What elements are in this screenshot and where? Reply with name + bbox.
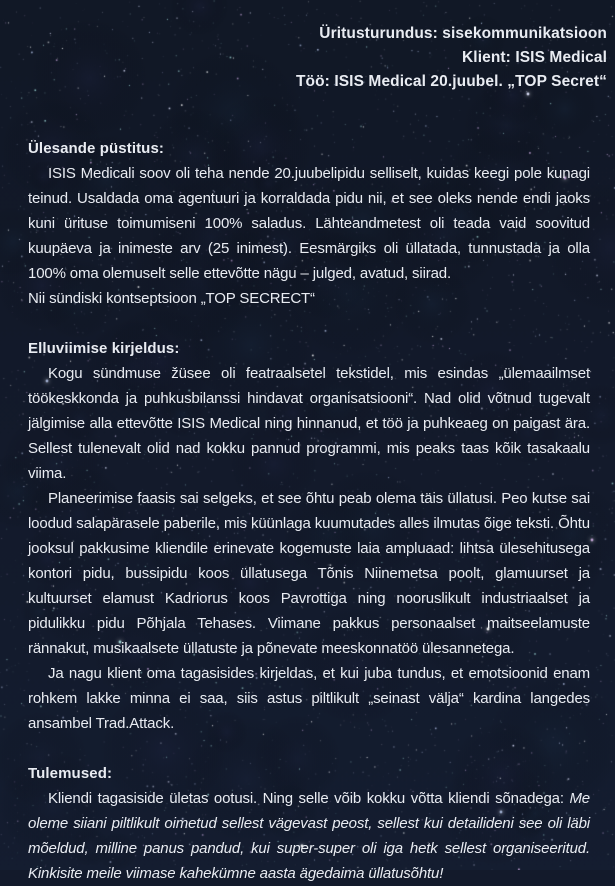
header-line-work-title: Töö: ISIS Medical 20.juubel. „TOP Secret“ [295, 73, 607, 90]
concept-line: Nii sündiski kontseptsioon „TOP SECRECT“ [28, 290, 315, 307]
execution-paragraph-3: Ja nagu klient oma tagasisides kirjeldas, et kui juba tundus, et emotsioonid enam rohkem lakke minna ei saa, siis astus piltlikult „seinast välja“ kardina langedes ansambel Trad.Attack. [28, 665, 590, 732]
results-intro-text: Kliendi tagasiside ületas ootusi. Ning selle võib kokku võtta kliendi sõnadega: [48, 790, 570, 807]
section-execution-title: Elluviimise kirjeldus: [28, 340, 180, 357]
header [28, 22, 607, 94]
section-task-title: Ülesande püstitus: [28, 140, 164, 157]
execution-paragraph-1: Kogu sündmuse žüsee oli featraalsetel tekstidel, mis esindas „ülemaailmset töökeskkonda ja puhkusbilanssi hindavat organisatsiooni“. Nad olid võtnud tugevalt jälgimise alla ettevõtte ISIS Medical ning hinnanud, et töö ja puhkeaeg on paigast ära. Sellest tulenevalt olid nad kokku pannud programmi, mis peaks taas kõik tasakaalu viima. [28, 365, 590, 482]
results-paragraph [28, 786, 590, 886]
section-execution [28, 336, 590, 736]
section-task [28, 136, 590, 311]
task-paragraph: ISIS Medicali soov oli teha nende 20.juubelipidu selliselt, kuidas keegi pole kunagi teinud. Usaldada oma agentuuri ja korraldada pidu nii, et see oleks nende endi jaoks kuni ürituse toimumiseni 100% saladus. Lähteandmetest oli teada vaid soovitud kuupäeva ja inimeste arv (25 inimest). Eesmärgiks oli üllatada, tunnustada ja olla 100% oma olemuselt selle ettevõtte nägu – julged, avatud, siirad. [28, 165, 590, 282]
header-line-campaign-type: Üritusturundus: sisekommunikatsioon [319, 25, 607, 42]
section-results-title: Tulemused: [28, 765, 113, 782]
section-results [28, 761, 590, 886]
body-text [28, 136, 590, 886]
execution-paragraph-2: Planeerimise faasis sai selgeks, et see õhtu peab olema täis üllatusi. Peo kutse sai loodud salapärasele paberile, mis küünlaga kuumutades alles ilmutas õige teksti. Õhtu jooksul pakkusime kliendile erinevate kogemuste laia ampluaad: lihtsa ülesehitusega kontori pidu, bussipidu koos üllatusega Tõnis Niinemetsa poolt, glamuurset ja kultuurset elamust Kadriorus koos Pavrottiga ning nooruslikult industriaalset ja pidulikku pidu Põhjala Tehases. Viimane pakkus personaalset maitseelamuste rännakut, musikaalsete üllatuste ja põnevate meeskonnatöö ülesannetega. [28, 490, 590, 657]
client-quote-italic: Me oleme siiani piltlikult oimetud sellest vägevast peost, sellest kui detailideni see oli läbi mõeldud, milline panus pandud, kui super-super oli iga hetk sellest organiseeritud. Kinkisite meile viimase kahekümne aasta ägedaima üllatusõhtu! [28, 790, 590, 882]
header-line-client: Klient: ISIS Medical [462, 49, 607, 66]
